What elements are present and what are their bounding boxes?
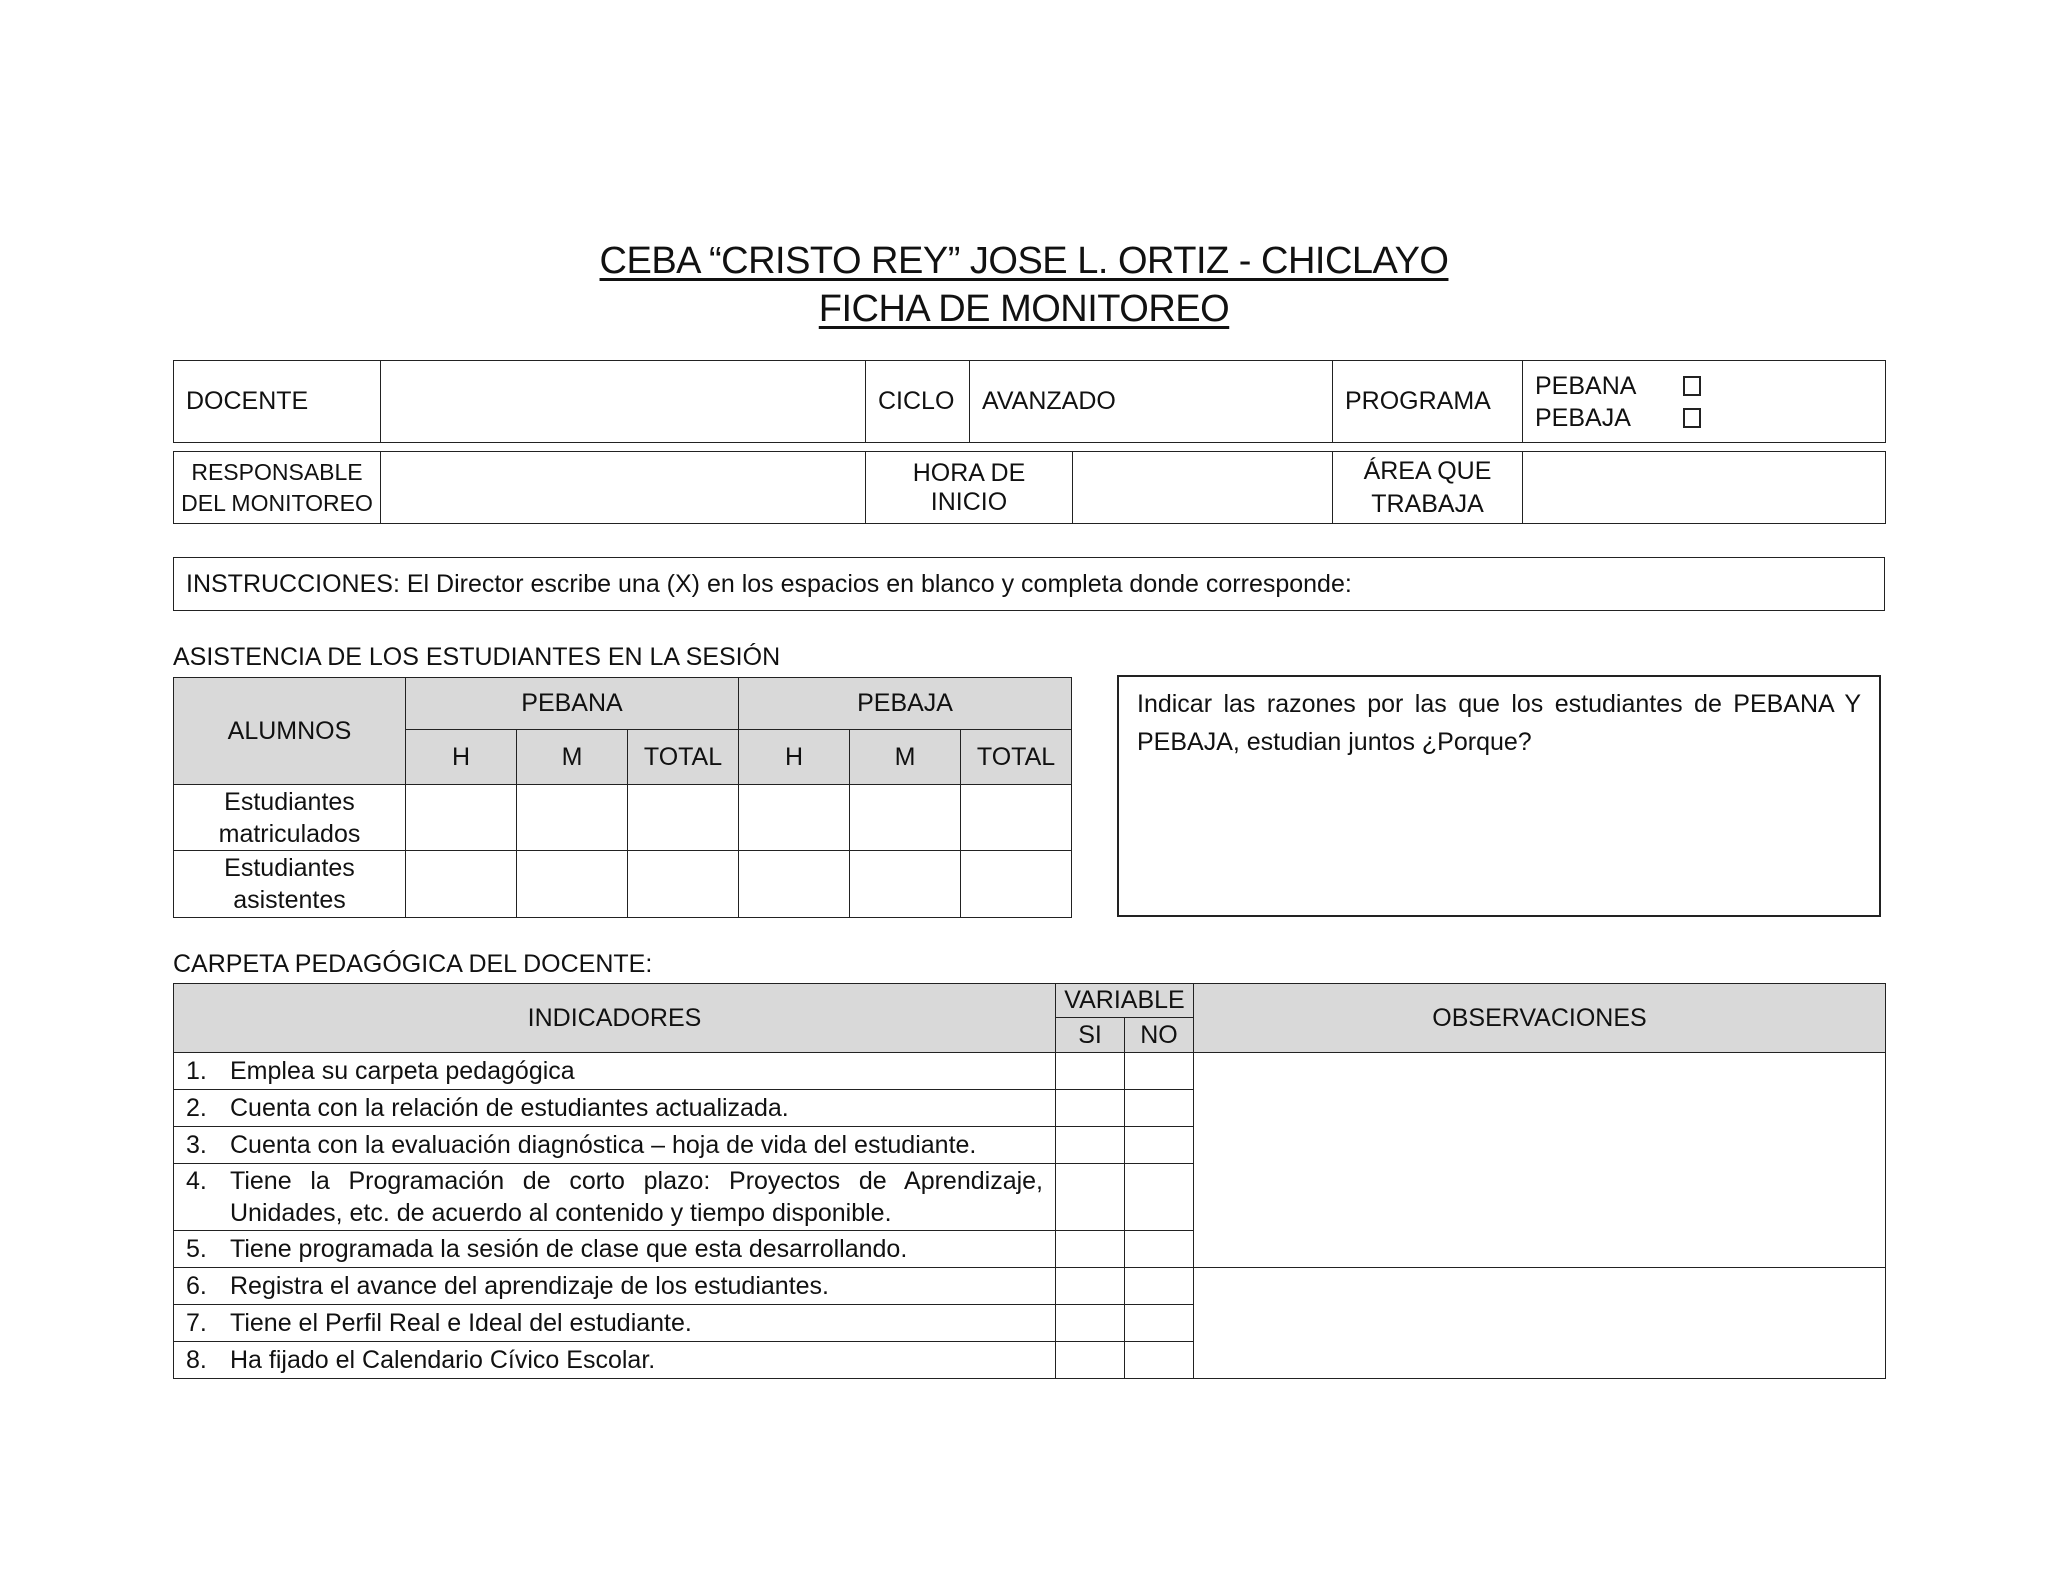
si-cell[interactable]	[1056, 1231, 1125, 1268]
row-label-line2: matriculados	[218, 819, 361, 848]
carpeta-title: CARPETA PEDAGÓGICA DEL DOCENTE:	[173, 950, 653, 978]
hora-inicio-label: HORA DE INICIO	[866, 452, 1073, 524]
row-matriculados-label	[174, 785, 406, 851]
observaciones-field-1[interactable]	[1194, 1053, 1886, 1268]
indicator-text: Cuenta con la relación de estudiantes actualizada.	[230, 1093, 789, 1122]
pebana-group-header: PEBANA	[406, 678, 739, 730]
pebaja-label: PEBAJA	[1535, 403, 1631, 432]
pebaja-group-header: PEBAJA	[739, 678, 1072, 730]
si-cell[interactable]	[1056, 1090, 1125, 1127]
indicator-text: Tiene el Perfil Real e Ideal del estudiante.	[230, 1308, 692, 1337]
indicator-number: 4.	[186, 1167, 207, 1195]
indicator-number: 2.	[186, 1093, 207, 1122]
observaciones-field-2[interactable]	[1194, 1268, 1886, 1379]
indicadores-header: INDICADORES	[174, 984, 1056, 1053]
attendance-cell[interactable]	[961, 851, 1072, 918]
si-cell[interactable]	[1056, 1268, 1125, 1305]
no-cell[interactable]	[1125, 1090, 1194, 1127]
indicator-text: Cuenta con la evaluación diagnóstica – hoja de vida del estudiante.	[230, 1130, 977, 1159]
ciclo-value[interactable]: AVANZADO	[970, 361, 1333, 443]
pebana-h-header: H	[406, 730, 517, 785]
indicator-row	[174, 1342, 1056, 1379]
area-field[interactable]	[1523, 452, 1886, 524]
indicator-text: Emplea su carpeta pedagógica	[230, 1056, 575, 1085]
pebaja-checkbox[interactable]	[1683, 408, 1701, 428]
hora-inicio-field[interactable]	[1073, 452, 1333, 524]
alumnos-header: ALUMNOS	[174, 678, 406, 785]
pebana-label: PEBANA	[1535, 371, 1637, 400]
page-title: CEBA “CRISTO REY” JOSE L. ORTIZ - CHICLAYO	[599, 240, 1449, 282]
attendance-cell[interactable]	[739, 785, 850, 851]
pebana-total-header: TOTAL	[628, 730, 739, 785]
programa-options	[1523, 361, 1886, 443]
docente-field[interactable]	[381, 361, 866, 443]
si-cell[interactable]	[1056, 1342, 1125, 1379]
area-label-line1: ÁREA QUE	[1363, 456, 1492, 485]
reasons-box[interactable]	[1117, 675, 1881, 917]
no-cell[interactable]	[1125, 1053, 1194, 1090]
attendance-table	[173, 677, 1072, 918]
programa-label: PROGRAMA	[1333, 361, 1523, 443]
responsable-field[interactable]	[381, 452, 866, 524]
no-cell[interactable]	[1125, 1127, 1194, 1164]
no-header: NO	[1125, 1018, 1194, 1053]
indicator-row	[174, 1305, 1056, 1342]
indicator-number: 3.	[186, 1130, 207, 1159]
indicator-row	[174, 1127, 1056, 1164]
attendance-cell[interactable]	[628, 785, 739, 851]
si-cell[interactable]	[1056, 1305, 1125, 1342]
indicator-row	[174, 1090, 1056, 1127]
no-cell[interactable]	[1125, 1231, 1194, 1268]
no-cell[interactable]	[1125, 1268, 1194, 1305]
attendance-cell[interactable]	[517, 851, 628, 918]
si-cell[interactable]	[1056, 1053, 1125, 1090]
observaciones-header: OBSERVACIONES	[1194, 984, 1886, 1053]
info-table-row1	[173, 360, 1886, 443]
attendance-cell[interactable]	[628, 851, 739, 918]
responsable-label	[174, 452, 381, 524]
indicator-row	[174, 1268, 1056, 1305]
area-label-line2: TRABAJA	[1371, 489, 1484, 518]
indicator-text: Tiene programada la sesión de clase que esta desarrollando.	[230, 1234, 908, 1263]
si-cell[interactable]	[1056, 1164, 1125, 1231]
pebana-option[interactable]	[1535, 370, 1873, 402]
indicator-number: 5.	[186, 1234, 207, 1263]
indicator-row	[174, 1053, 1056, 1090]
indicator-row	[174, 1231, 1056, 1268]
indicator-number: 6.	[186, 1271, 207, 1300]
attendance-cell[interactable]	[739, 851, 850, 918]
indicator-text: Tiene la Programación de corto plazo: Proyectos de Aprendizaje, Unidades, etc. de acuerdo al contenido y tiempo disponible.	[230, 1167, 1043, 1227]
attendance-cell[interactable]	[406, 851, 517, 918]
indicator-number: 8.	[186, 1345, 207, 1374]
page-subtitle: FICHA DE MONITOREO	[818, 288, 1230, 330]
si-cell[interactable]	[1056, 1127, 1125, 1164]
row-asistentes-label	[174, 851, 406, 918]
pebaja-m-header: M	[850, 730, 961, 785]
attendance-cell[interactable]	[850, 785, 961, 851]
docente-label: DOCENTE	[174, 361, 381, 443]
row-label-line1: Estudiantes	[224, 787, 355, 816]
pebaja-option[interactable]	[1535, 402, 1873, 434]
no-cell[interactable]	[1125, 1164, 1194, 1231]
area-label	[1333, 452, 1523, 524]
attendance-title: ASISTENCIA DE LOS ESTUDIANTES EN LA SESIÓN	[173, 643, 781, 671]
indicator-row	[174, 1164, 1056, 1231]
pebana-checkbox[interactable]	[1683, 376, 1701, 396]
attendance-cell[interactable]	[961, 785, 1072, 851]
pebaja-h-header: H	[739, 730, 850, 785]
row-label-line1: Estudiantes	[224, 854, 355, 882]
no-cell[interactable]	[1125, 1342, 1194, 1379]
ciclo-label: CICLO	[866, 361, 970, 443]
responsable-label-line2: DEL MONITOREO	[181, 489, 373, 516]
indicator-number: 1.	[186, 1056, 207, 1085]
pebaja-total-header: TOTAL	[961, 730, 1072, 785]
indicator-text: Registra el avance del aprendizaje de los estudiantes.	[230, 1271, 829, 1300]
info-table-row2	[173, 451, 1886, 524]
row-label-line2: asistentes	[233, 886, 346, 914]
indicator-number: 7.	[186, 1308, 207, 1337]
variable-header: VARIABLE	[1056, 984, 1194, 1018]
si-header: SI	[1056, 1018, 1125, 1053]
instructions-box: INSTRUCCIONES: El Director escribe una (X) en los espacios en blanco y completa donde corresponde:	[173, 557, 1885, 611]
no-cell[interactable]	[1125, 1305, 1194, 1342]
attendance-cell[interactable]	[850, 851, 961, 918]
responsable-label-line1: RESPONSABLE	[191, 458, 363, 485]
indicator-text: Ha fijado el Calendario Cívico Escolar.	[230, 1345, 656, 1374]
attendance-cell[interactable]	[406, 785, 517, 851]
pebana-m-header: M	[517, 730, 628, 785]
carpeta-table	[173, 983, 1886, 1379]
attendance-cell[interactable]	[517, 785, 628, 851]
reasons-question: Indicar las razones por las que los estudiantes de PEBANA Y PEBAJA, estudian juntos ¿Porque?	[1137, 690, 1861, 756]
